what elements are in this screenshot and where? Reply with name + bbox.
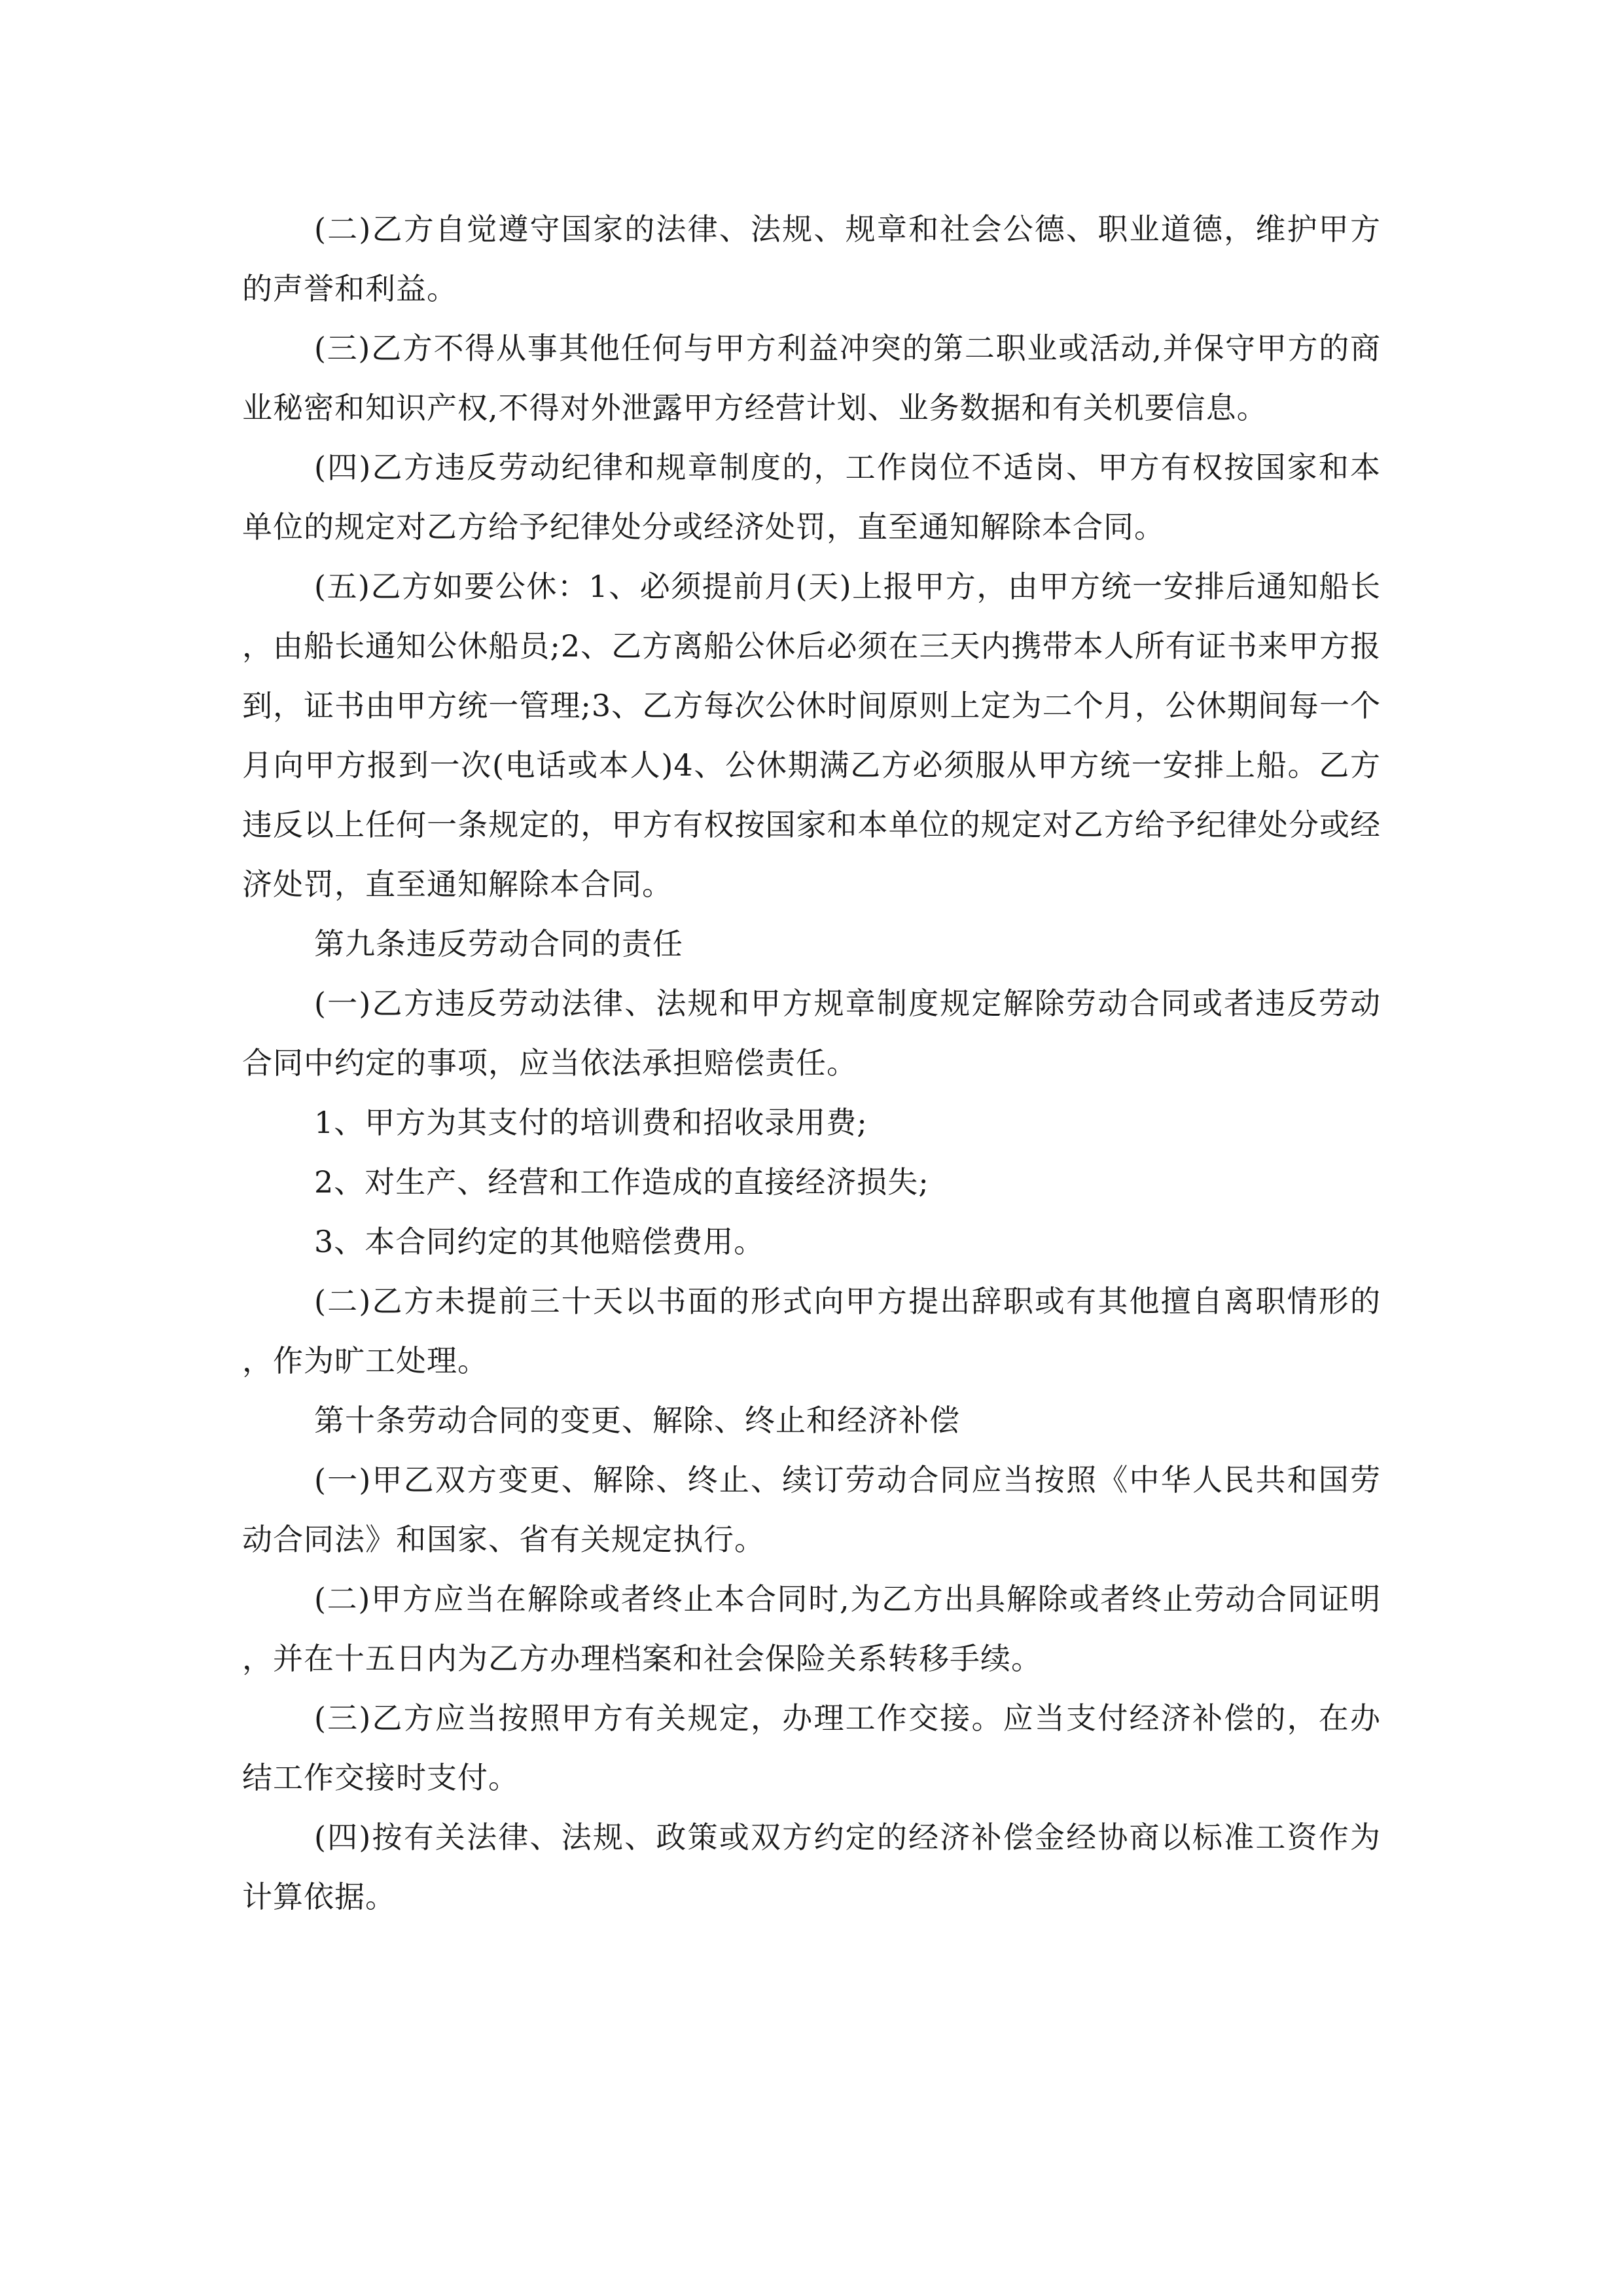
paragraph-5-clause: (五)乙方如要公休：1、必须提前月(天)上报甲方，由甲方统一安排后通知船长，由船长通知公休船员;2、乙方离船公休后必须在三天内携带本人所有证书来甲方报到，证书由甲方统一管理;3、乙方每次公休时间原则上定为二个月，公休期间每一个月向甲方报到一次(电话或本人)4、公休期满乙方必须服从甲方统一安排上船。乙方违反以上任何一条规定的，甲方有权按国家和本单位的规定对乙方给予纪律处分或经济处罚，直至通知解除本合同。: [242, 569, 1381, 902]
article-10-clause-2: (二)甲方应当在解除或者终止本合同时,为乙方出具解除或者终止劳动合同证明，并在十五日内为乙方办理档案和社会保险关系转移手续。: [242, 1581, 1381, 1676]
paragraph-3-clause: (三)乙方不得从事其他任何与甲方利益冲突的第二职业或活动,并保守甲方的商业秘密和知识产权,不得对外泄露甲方经营计划、业务数据和有关机要信息。: [242, 331, 1381, 425]
article-9-heading: 第九条违反劳动合同的责任: [314, 926, 683, 961]
article-9-clause-2: (二)乙方未提前三十天以书面的形式向甲方提出辞职或有其他擅自离职情形的，作为旷工处理。: [242, 1283, 1381, 1378]
paragraph-2-clause: (二)乙方自觉遵守国家的法律、法规、规章和社会公德、职业道德，维护甲方的声誉和利益。: [242, 211, 1381, 306]
article-10-clause-1: (一)甲乙双方变更、解除、终止、续订劳动合同应当按照《中华人民共和国劳动合同法》和国家、省有关规定执行。: [242, 1462, 1381, 1557]
article-10-clause-4: (四)按有关法律、法规、政策或双方约定的经济补偿金经协商以标准工资作为计算依据。: [242, 1820, 1381, 1914]
article-9-clause-1: (一)乙方违反劳动法律、法规和甲方规章制度规定解除劳动合同或者违反劳动合同中约定的事项，应当依法承担赔偿责任。: [242, 986, 1381, 1081]
article-9-item-3: 3、本合同约定的其他赔偿费用。: [314, 1224, 765, 1259]
article-10-heading: 第十条劳动合同的变更、解除、终止和经济补偿: [314, 1403, 960, 1438]
paragraph-4-clause: (四)乙方违反劳动纪律和规章制度的，工作岗位不适岗、甲方有权按国家和本单位的规定对乙方给予纪律处分或经济处罚，直至通知解除本合同。: [242, 450, 1381, 545]
document-body: [242, 200, 1381, 1927]
article-9-item-1: 1、甲方为其支付的培训费和招收录用费;: [314, 1105, 868, 1140]
article-10-clause-3: (三)乙方应当按照甲方有关规定，办理工作交接。应当支付经济补偿的，在办结工作交接时支付。: [242, 1700, 1381, 1795]
article-9-item-2: 2、对生产、经营和工作造成的直接经济损失;: [314, 1164, 929, 1200]
